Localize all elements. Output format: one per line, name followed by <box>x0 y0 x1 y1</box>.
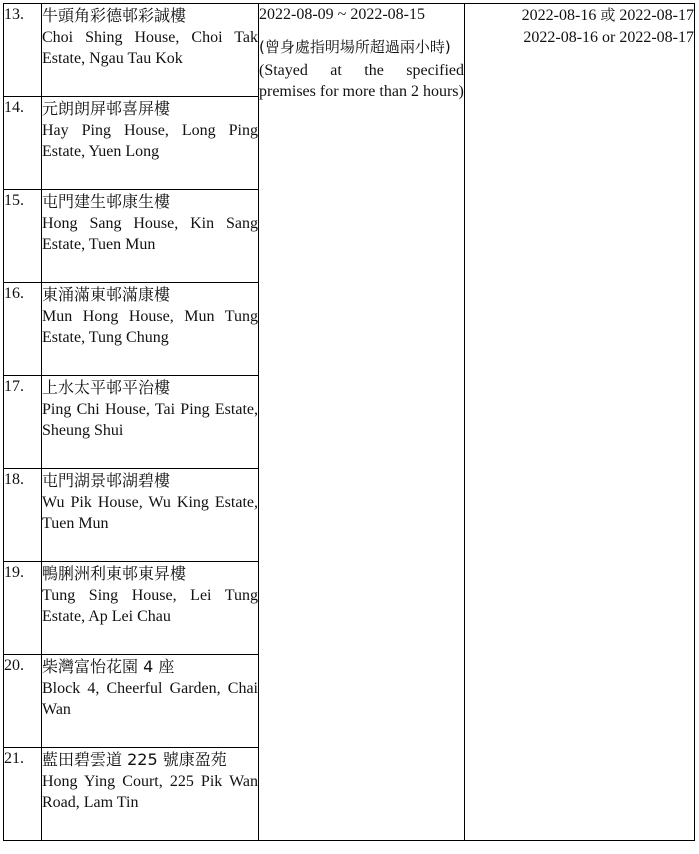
row-number: 17. <box>4 376 42 469</box>
premise-name-en: Hong Ying Court, 225 Pik Wan Road, Lam Tin <box>42 773 258 811</box>
premise-name-zh: 鴨脷洲利東邨東昇樓 <box>42 564 187 583</box>
premise-name-zh: 東涌滿東邨滿康樓 <box>42 285 171 304</box>
premise-name-en: Wu Pik House, Wu King Estate, Tuen Mun <box>42 494 258 532</box>
test-date-line-zh <box>465 4 694 27</box>
premise-cell <box>42 748 259 841</box>
premise-cell <box>42 655 259 748</box>
row-number: 21. <box>4 748 42 841</box>
premise-name-en: Ping Chi House, Tai Ping Estate, Sheung Shui <box>42 401 258 439</box>
test-date-a: 2022-08-16 <box>521 7 597 24</box>
premise-name-en: Block 4, Cheerful Garden, Chai Wan <box>42 680 258 718</box>
premise-cell <box>42 562 259 655</box>
premises-table <box>3 3 695 841</box>
premise-name-zh: 屯門建生邨康生樓 <box>42 192 171 211</box>
row-number: 13. <box>4 4 42 97</box>
table-row <box>4 4 695 97</box>
exposure-date-range: 2022-08-09 ~ 2022-08-15 <box>259 6 425 23</box>
exposure-note-en: (Stayed at the specified premises for more than 2 hours) <box>259 62 464 100</box>
premise-name-en: Hay Ping House, Long Ping Estate, Yuen Long <box>42 122 258 160</box>
exposure-period-cell <box>259 4 465 841</box>
test-date-b: 2022-08-17 <box>619 7 694 24</box>
premise-name-zh: 柴灣富怡花園 4 座 <box>42 657 175 676</box>
row-number: 19. <box>4 562 42 655</box>
row-number: 18. <box>4 469 42 562</box>
row-number: 20. <box>4 655 42 748</box>
premise-cell <box>42 283 259 376</box>
premises-table-body <box>4 4 695 841</box>
premise-cell <box>42 97 259 190</box>
test-date-line-en: 2022-08-16 or 2022-08-17 <box>523 29 694 46</box>
premise-name-zh: 藍田碧雲道 225 號康盈苑 <box>42 750 227 769</box>
premise-name-en: Tung Sing House, Lei Tung Estate, Ap Lei Chau <box>42 587 258 625</box>
premise-name-zh: 上水太平邨平治樓 <box>42 378 171 397</box>
exposure-note-zh: (曾身處指明場所超過兩小時) <box>259 38 451 56</box>
row-number: 14. <box>4 97 42 190</box>
premise-cell <box>42 469 259 562</box>
premise-cell <box>42 4 259 97</box>
premise-name-zh: 屯門湖景邨湖碧樓 <box>42 471 171 490</box>
premise-cell <box>42 190 259 283</box>
premise-cell <box>42 376 259 469</box>
premise-name-zh: 牛頭角彩德邨彩誠樓 <box>42 6 187 25</box>
premise-name-en: Hong Sang House, Kin Sang Estate, Tuen Mun <box>42 215 258 253</box>
row-number: 16. <box>4 283 42 376</box>
row-number: 15. <box>4 190 42 283</box>
premise-name-en: Choi Shing House, Choi Tak Estate, Ngau Tau Kok <box>42 29 258 67</box>
test-date-cell <box>465 4 695 841</box>
premise-name-en: Mun Hong House, Mun Tung Estate, Tung Chung <box>42 308 258 346</box>
premise-name-zh: 元朗朗屏邨喜屏樓 <box>42 99 171 118</box>
test-date-or-zh: 或 <box>600 6 616 24</box>
